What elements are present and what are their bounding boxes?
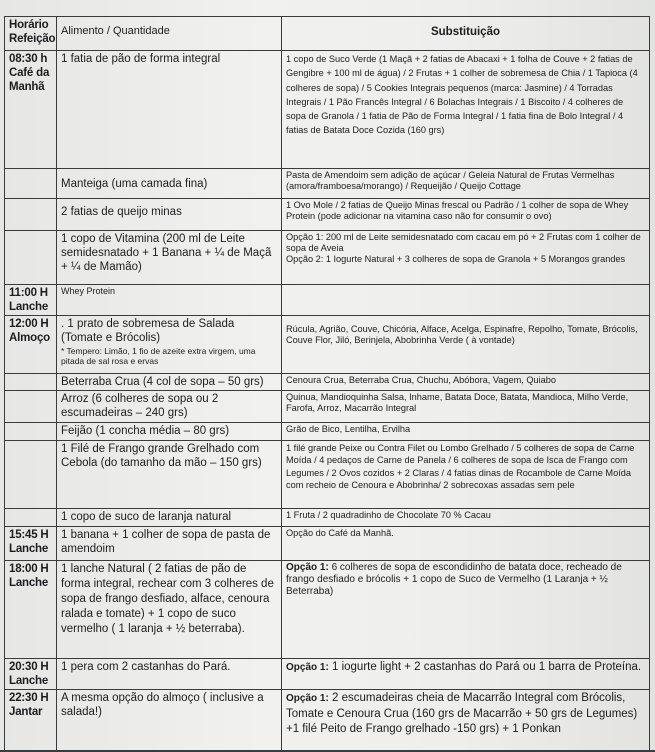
food-item-text: . 1 prato de sobremesa de Salada (Tomate e Brócolis) [61, 318, 235, 345]
seasoning-note: * Tempero: Limão, 1 fio de azeite extra virgem, uma pitada de sal rosa e ervas [61, 346, 256, 367]
meal-time: 08:30 h Café da Manhã [5, 51, 57, 169]
meal-time [5, 231, 57, 285]
substitution-cell [282, 690, 650, 752]
food-item: Whey Protein [57, 285, 282, 316]
food-item: Arroz (6 colheres de sopa ou 2 escumadeiras – 240 grs) [57, 391, 282, 423]
meal-time: 15:45 H Lanche [5, 527, 57, 561]
food-item: 1 fatia de pão de forma integral [57, 51, 282, 169]
option-label: Opção 1: [286, 693, 329, 705]
table-row [5, 51, 650, 169]
food-item: A mesma opção do almoço ( inclusive a salada!) [57, 690, 282, 752]
header-food: Alimento / Quantidade [57, 17, 282, 51]
substitution-text: 1 Fruta / 2 quadradinho de Chocolate 70 % Cacau [282, 509, 650, 527]
food-item: 1 banana + 1 colher de sopa de pasta de amendoim [57, 527, 282, 561]
substitution-text: 1 filé grande Peixe ou Contra Filet ou Lombo Grelhado / 5 colheres de sopa de Carne Moída / 4 pedaços de Carne de Panela / 6 colheres de sopa de Isca de Frango com Legumes / 2 Ovos cozidos + 2 Claras / 4 fatias dinas de Rocambole de Carne Moída com recheio de Cenoura e Abobrinha/ 2 sobrecoxas assadas sem pele [282, 441, 650, 509]
food-item: 1 lanche Natural ( 2 fatias de pão de forma integral, rechear com 3 colheres de sopa de frango desfiado, alface, cenoura ralada e tomate) + 1 copo de suco vermelho ( 1 laranja + ½ beterraba). [57, 561, 282, 659]
substitution-text: 2 escumadeiras cheia de Macarrão Integral com Brócolis, Tomate e Cenoura Crua (160 grs de Macarrão + 50 grs de Legumes) +1 filé Peito de Frango grelhado -150 grs) + 1 Ponkan [286, 692, 638, 736]
substitution-text: Cenoura Crua, Beterraba Crua, Chuchu, Abóbora, Vagem, Quiabo [282, 374, 650, 391]
table-row [5, 316, 650, 374]
meal-time [5, 199, 57, 231]
table-row [5, 374, 650, 391]
meal-time: 18:00 H Lanche [5, 561, 57, 659]
food-item: 1 pera com 2 castanhas do Pará. [57, 659, 282, 690]
substitution-text: 1 copo de Suco Verde (1 Maçã + 2 fatias de Abacaxi + 1 folha de Couve + 2 fatias de Gengibre + 100 ml de água) / 2 Frutas + 1 colher de sobremesa de Chia / 1 Tapioca (4 colheres de sopa) / 5 Cookies Integrais pequenos (marca: Jasmine) / 4 Torradas Integrais / 1 Pão Francês Integral / 6 Bolachas Integrais / 1 Biscoito / 4 colheres de sopa de Granola / 1 fatia de Pão de Forma Integral / 1 fatia fina de Bolo Integral / 4 fatias de Batata Doce Cozida (160 grs) [282, 51, 650, 169]
food-item: Manteiga (uma camada fina) [57, 169, 282, 199]
option-label: Opção 1: [286, 662, 329, 674]
meal-time: 20:30 H Lanche [5, 659, 57, 690]
meal-time [5, 423, 57, 441]
table-row [5, 231, 650, 285]
table-row [5, 285, 650, 316]
meal-plan-table [4, 16, 650, 752]
food-item: 1 copo de Vitamina (200 ml de Leite semidesnatado + 1 Banana + ¼ de Maçã + ¼ de Mamão) [57, 231, 282, 285]
table-row [5, 423, 650, 441]
table-row [5, 561, 650, 659]
meal-time [5, 374, 57, 391]
header-substitution: Substituição [282, 17, 650, 51]
substitution-text: Pasta de Amendoim sem adição de açúcar / Geleia Natural de Frutas Vermelhas (amora/framboesa/morango) / Requeijão / Queijo Cottage [282, 169, 650, 199]
option-label: Opção 1: [286, 562, 329, 574]
table-row [5, 690, 650, 752]
table-row [5, 199, 650, 231]
table-header-row [5, 17, 650, 51]
table-row [5, 391, 650, 423]
table-row [5, 527, 650, 561]
meal-time [5, 391, 57, 423]
substitution-cell [282, 659, 650, 690]
table-row [5, 509, 650, 527]
meal-time: 22:30 H Jantar [5, 690, 57, 752]
meal-time [5, 509, 57, 527]
food-item: 1 copo de suco de laranja natural [57, 509, 282, 527]
substitution-cell [282, 561, 650, 659]
meal-time: 12:00 H Almoço [5, 316, 57, 374]
table-row [5, 441, 650, 509]
substitution-text: 6 colheres de sopa de escondidinho de batata doce, recheado de frango desfiado e brócolis + 1 copo de Suco de Vermelho (1 Laranja + ½ Beterraba) [286, 562, 622, 598]
substitution-text: 1 iogurte light + 2 castanhas do Pará ou 1 barra de Proteína. [328, 661, 642, 674]
food-item: 2 fatias de queijo minas [57, 199, 282, 231]
table-row [5, 659, 650, 690]
substitution-text: Rúcula, Agrião, Couve, Chicória, Alface, Acelga, Espinafre, Repolho, Tomate, Brócolis, Couve Flor, Jiló, Berinjela, Abobrinha Verde ( à vontade) [282, 316, 650, 374]
meal-time: 11:00 H Lanche [5, 285, 57, 316]
substitution-text: 1 Ovo Mole / 2 fatias de Queijo Minas frescal ou Padrão / 1 colher de sopa de Whey Protein (pode adicionar na vitamina caso não for consumir o ovo) [282, 199, 650, 231]
table-row [5, 169, 650, 199]
substitution-text: Grão de Bico, Lentilha, Ervilha [282, 423, 650, 441]
meal-time [5, 441, 57, 509]
substitution-text: Opção do Café da Manhã. [282, 527, 650, 561]
substitution-text: Opção 1: 200 ml de Leite semidesnatado com cacau em pó + 2 Frutas com 1 colher de sopa de Aveia Opção 2: 1 Iogurte Natural + 3 colheres de sopa de Granola + 5 Morangos grandes [282, 231, 650, 285]
food-item [57, 316, 282, 374]
header-time: Horário Refeição [5, 17, 57, 51]
substitution-text: Quinua, Mandioquinha Salsa, Inhame, Batata Doce, Batata, Mandioca, Milho Verde, Farofa, Arroz, Macarrão Integral [282, 391, 650, 423]
food-item: Beterraba Crua (4 col de sopa – 50 grs) [57, 374, 282, 391]
food-item: Feijão (1 concha média – 80 grs) [57, 423, 282, 441]
substitution-text [282, 285, 650, 316]
food-item: 1 Filé de Frango grande Grelhado com Cebola (do tamanho da mão – 150 grs) [57, 441, 282, 509]
meal-time [5, 169, 57, 199]
